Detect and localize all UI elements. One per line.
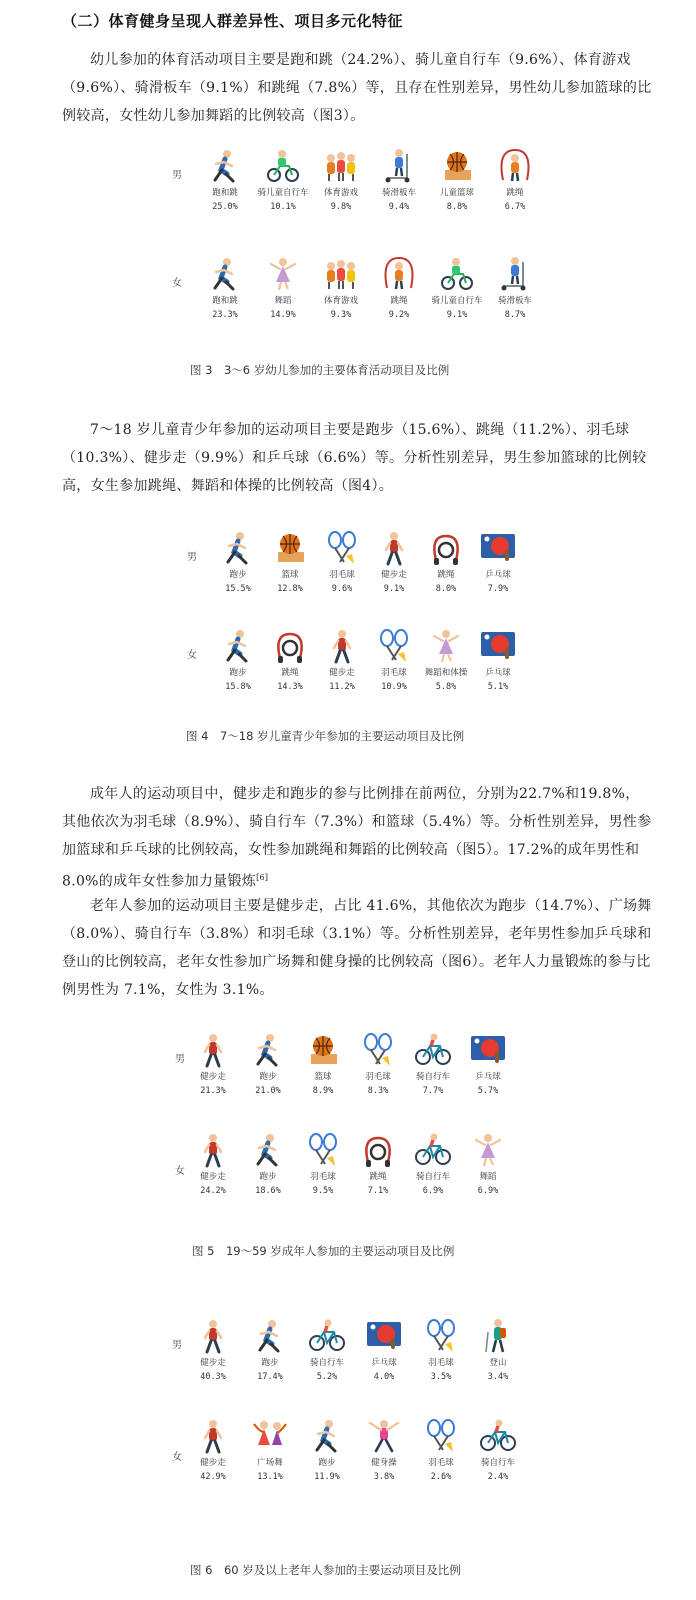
activity-label: 健步走	[200, 1172, 226, 1182]
activity-label: 骑滑板车	[381, 188, 416, 198]
scooter-icon	[495, 256, 535, 292]
activity-percentage: 9.5%	[312, 1186, 334, 1196]
section-heading: （二）体育健身呈现人群差异性、项目多元化特征	[62, 12, 404, 30]
scooter-icon	[379, 148, 419, 184]
activity-label: 骑自行车	[309, 1358, 344, 1368]
kid-bike-icon	[263, 148, 303, 184]
running-icon	[218, 530, 258, 566]
activity-label: 跳绳	[281, 668, 299, 678]
badminton-icon	[421, 1318, 461, 1354]
activity-percentage: 9.4%	[388, 202, 410, 212]
activity-label: 跳绳	[437, 570, 455, 580]
activity-percentage: 2.6%	[430, 1472, 452, 1482]
figure-4-caption: 图 4 7～18 岁儿童青少年参加的主要运动项目及比例	[186, 729, 465, 743]
square-dance-icon	[250, 1418, 290, 1454]
male-label: 男	[172, 1340, 182, 1351]
activity-percentage: 40.3%	[200, 1372, 226, 1382]
activity-percentage: 2.4%	[487, 1472, 509, 1482]
table-tennis-icon	[364, 1318, 404, 1354]
activity-label: 跑步	[259, 1172, 277, 1182]
activity-percentage: 18.6%	[255, 1186, 281, 1196]
activity-label: 健步走	[200, 1072, 226, 1082]
activity-item	[453, 1032, 523, 1096]
activity-percentage: 10.1%	[270, 202, 296, 212]
activity-label: 广场舞	[257, 1458, 283, 1468]
activity-percentage: 5.1%	[487, 682, 509, 692]
activity-percentage: 6.9%	[477, 1186, 499, 1196]
activity-percentage: 5.8%	[435, 682, 457, 692]
male-label: 男	[187, 552, 197, 563]
rope-icon	[426, 530, 466, 566]
activity-item	[463, 1318, 533, 1382]
kid-bike-icon	[437, 256, 477, 292]
activity-label: 体育游戏	[323, 296, 358, 306]
walking-icon	[193, 1418, 233, 1454]
walking-icon	[193, 1132, 233, 1168]
group-game-icon	[321, 148, 361, 184]
activity-percentage: 3.5%	[430, 1372, 452, 1382]
activity-percentage: 6.7%	[504, 202, 526, 212]
activity-label: 羽毛球	[310, 1172, 336, 1182]
rope-icon	[270, 628, 310, 664]
activity-label: 篮球	[281, 570, 299, 580]
basketball-icon	[270, 530, 310, 566]
walking-icon	[193, 1032, 233, 1068]
activity-label: 骑自行车	[415, 1072, 450, 1082]
activity-label: 舞蹈	[479, 1172, 497, 1182]
male-label: 男	[172, 170, 182, 181]
activity-percentage: 9.3%	[330, 310, 352, 320]
activity-label: 跑步	[229, 668, 247, 678]
bicycle-icon	[413, 1132, 453, 1168]
badminton-icon	[322, 530, 362, 566]
activity-percentage: 8.8%	[446, 202, 468, 212]
running-icon	[250, 1318, 290, 1354]
activity-percentage: 14.9%	[270, 310, 296, 320]
female-label: 女	[175, 1166, 185, 1177]
activity-label: 跳绳	[390, 296, 408, 306]
figure-3-caption: 图 3 3～6 岁幼儿参加的主要体育活动项目及比例	[190, 363, 450, 377]
activity-label: 乒乓球	[475, 1072, 501, 1082]
running-icon	[205, 256, 245, 292]
table-tennis-icon	[478, 628, 518, 664]
activity-percentage: 7.1%	[367, 1186, 389, 1196]
aerobics-icon	[364, 1418, 404, 1454]
activity-percentage: 17.4%	[257, 1372, 283, 1382]
activity-label: 舞蹈	[274, 296, 292, 306]
activity-percentage: 9.2%	[388, 310, 410, 320]
activity-percentage: 15.5%	[225, 584, 251, 594]
activity-label: 登山	[489, 1358, 507, 1368]
paragraph-youth: 7～18 岁儿童青少年参加的运动项目主要是跑步（15.6%）、跳绳（11.2%）、羽毛球（10.3%）、健步走（9.9%）和乒乓球（6.6%）等。分析性别差异，男生参加篮球的比例较高，女生参加跳绳、舞蹈和体操的比例较高（图4）。	[62, 422, 647, 494]
activity-label: 舞蹈和体操	[424, 668, 468, 678]
activity-percentage: 21.3%	[200, 1086, 226, 1096]
activity-label: 健步走	[381, 570, 407, 580]
walking-icon	[374, 530, 414, 566]
activity-percentage: 25.0%	[212, 202, 238, 212]
activity-label: 乒乓球	[485, 668, 511, 678]
activity-item	[453, 1132, 523, 1196]
activity-label: 骑自行车	[415, 1172, 450, 1182]
activity-percentage: 42.9%	[200, 1472, 226, 1482]
activity-item	[463, 530, 533, 594]
activity-label: 健步走	[329, 668, 355, 678]
walking-icon	[193, 1318, 233, 1354]
activity-label: 跑步	[229, 570, 247, 580]
activity-item	[480, 256, 550, 320]
activity-label: 跑步	[318, 1458, 336, 1468]
activity-label: 跑步	[261, 1358, 279, 1368]
figure-6-caption: 图 6 60 岁及以上老年人参加的主要运动项目及比例	[190, 1563, 461, 1577]
activity-percentage: 3.4%	[487, 1372, 509, 1382]
hiking-icon	[478, 1318, 518, 1354]
activity-label: 健身操	[371, 1458, 397, 1468]
running-icon	[248, 1032, 288, 1068]
jump-rope-icon	[495, 148, 535, 184]
activity-percentage: 13.1%	[257, 1472, 283, 1482]
female-label: 女	[187, 650, 197, 661]
dance-icon	[426, 628, 466, 664]
activity-percentage: 7.7%	[422, 1086, 444, 1096]
activity-percentage: 11.2%	[329, 682, 355, 692]
activity-percentage: 8.9%	[312, 1086, 334, 1096]
activity-percentage: 9.1%	[446, 310, 468, 320]
activity-percentage: 9.8%	[330, 202, 352, 212]
activity-label: 体育游戏	[323, 188, 358, 198]
activity-label: 骑儿童自行车	[257, 188, 309, 198]
activity-label: 跳绳	[506, 188, 524, 198]
dance-icon	[468, 1132, 508, 1168]
bicycle-icon	[478, 1418, 518, 1454]
activity-percentage: 3.8%	[373, 1472, 395, 1482]
activity-label: 乒乓球	[485, 570, 511, 580]
activity-percentage: 4.0%	[373, 1372, 395, 1382]
activity-label: 羽毛球	[329, 570, 355, 580]
activity-item	[463, 1418, 533, 1482]
activity-label: 跳绳	[369, 1172, 387, 1182]
activity-percentage: 5.7%	[477, 1086, 499, 1096]
walking-icon	[322, 628, 362, 664]
activity-label: 篮球	[314, 1072, 332, 1082]
activity-label: 羽毛球	[428, 1358, 454, 1368]
activity-percentage: 10.9%	[381, 682, 407, 692]
badminton-icon	[303, 1132, 343, 1168]
activity-label: 健步走	[200, 1358, 226, 1368]
bicycle-icon	[413, 1032, 453, 1068]
rope-icon	[358, 1132, 398, 1168]
activity-item	[463, 628, 533, 692]
activity-percentage: 7.9%	[487, 584, 509, 594]
activity-percentage: 8.7%	[504, 310, 526, 320]
activity-percentage: 5.2%	[316, 1372, 338, 1382]
badminton-icon	[374, 628, 414, 664]
basketball-icon	[303, 1032, 343, 1068]
activity-label: 骑滑板车	[497, 296, 532, 306]
female-label: 女	[172, 278, 182, 289]
activity-label: 跑步	[259, 1072, 277, 1082]
activity-label: 羽毛球	[365, 1072, 391, 1082]
running-icon	[307, 1418, 347, 1454]
activity-percentage: 24.2%	[200, 1186, 226, 1196]
activity-percentage: 8.3%	[367, 1086, 389, 1096]
activity-label: 健步走	[200, 1458, 226, 1468]
activity-percentage: 21.0%	[255, 1086, 281, 1096]
activity-item	[480, 148, 550, 212]
running-icon	[248, 1132, 288, 1168]
group-game-icon	[321, 256, 361, 292]
activity-label: 跑和跳	[212, 296, 238, 306]
paragraph-adult	[62, 780, 652, 896]
activity-percentage: 12.8%	[277, 584, 303, 594]
activity-label: 骑儿童自行车	[431, 296, 483, 306]
activity-label: 骑自行车	[480, 1458, 515, 1468]
activity-percentage: 8.0%	[435, 584, 457, 594]
activity-label: 乒乓球	[371, 1358, 397, 1368]
basketball-icon	[437, 148, 477, 184]
dance-icon	[263, 256, 303, 292]
paragraph-preschool: 幼儿参加的体育活动项目主要是跑和跳（24.2%）、骑儿童自行车（9.6%）、体育游戏（9.6%）、骑滑板车（9.1%）和跳绳（7.8%）等，且存在性别差异，男性幼儿参加篮球的比例较高，女性幼儿参加舞蹈的比例较高（图3）。	[62, 52, 652, 124]
footnote-reference: [6]	[256, 873, 269, 882]
table-tennis-icon	[468, 1032, 508, 1068]
activity-label: 儿童篮球	[439, 188, 474, 198]
paragraph-elderly: 老年人参加的运动项目主要是健步走，占比 41.6%，其他依次为跑步（14.7%）、广场舞（8.0%）、骑自行车（3.8%）和羽毛球（3.1%）等。分析性别差异，老年男性参加乒乓球和登山的比例较高，老年女性参加广场舞和健身操的比例较高（图6）。老年人力量锻炼的参与比例男性为 7.1%，女性为 3.1%。	[62, 898, 652, 998]
activity-percentage: 6.9%	[422, 1186, 444, 1196]
badminton-icon	[421, 1418, 461, 1454]
activity-percentage: 14.3%	[277, 682, 303, 692]
activity-percentage: 15.8%	[225, 682, 251, 692]
badminton-icon	[358, 1032, 398, 1068]
activity-percentage: 23.3%	[212, 310, 238, 320]
running-icon	[205, 148, 245, 184]
activity-percentage: 9.6%	[331, 584, 353, 594]
activity-percentage: 9.1%	[383, 584, 405, 594]
activity-label: 跑和跳	[212, 188, 238, 198]
activity-percentage: 11.9%	[314, 1472, 340, 1482]
female-label: 女	[172, 1452, 182, 1463]
table-tennis-icon	[478, 530, 518, 566]
bicycle-icon	[307, 1318, 347, 1354]
running-icon	[218, 628, 258, 664]
paragraph-adult-text: 成年人的运动项目中，健步走和跑步的参与比例排在前两位，分别为22.7%和19.8%，其他依次为羽毛球（8.9%）、骑自行车（7.3%）和篮球（5.4%）等。分析性别差异，男性参加篮球和乒乓球的比例较高，女性参加跳绳和舞蹈的比例较高（图5）。17.2%的成年男性和 8.0%的成年女性参加力量锻炼	[62, 786, 652, 890]
male-label: 男	[175, 1054, 185, 1065]
figure-5-caption: 图 5 19～59 岁成年人参加的主要运动项目及比例	[192, 1244, 455, 1258]
jump-rope-icon	[379, 256, 419, 292]
activity-label: 羽毛球	[428, 1458, 454, 1468]
activity-label: 羽毛球	[381, 668, 407, 678]
